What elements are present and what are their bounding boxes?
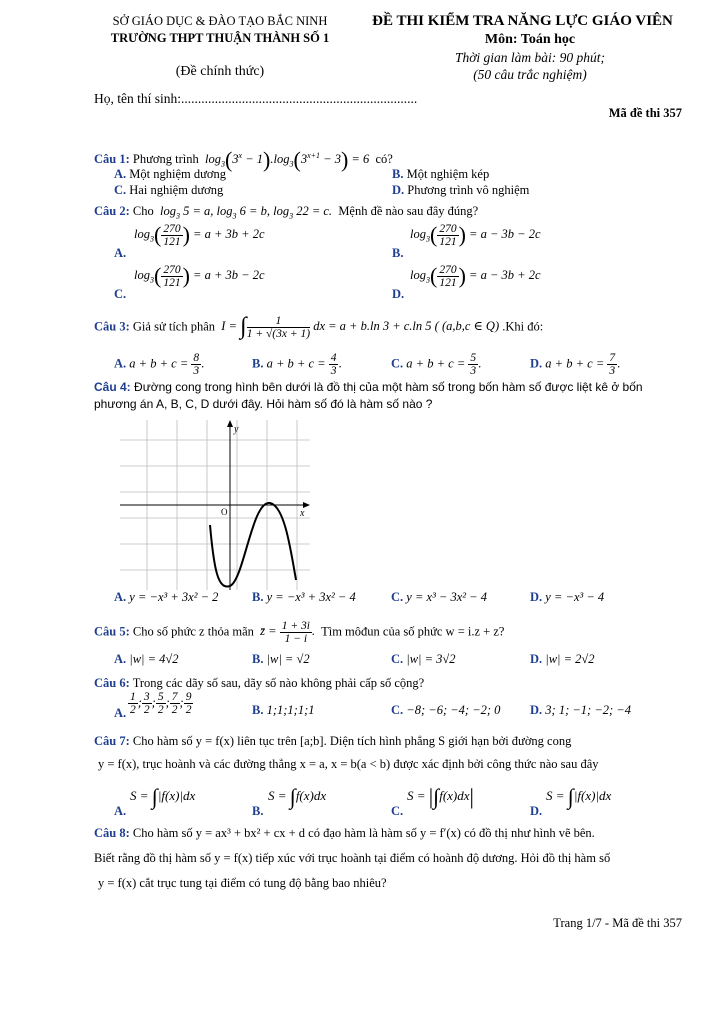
q1-option-c[interactable]: C. Hai nghiệm dương [114, 183, 224, 197]
q4-option-d[interactable]: D. y = −x³ − 4 [530, 590, 605, 604]
question-text: Cho hàm số y = f(x) liên tục trên [a;b]. Diện tích hình phẳng S giới hạn bởi đường cong [132, 734, 572, 748]
q2-option-c[interactable]: C. [114, 287, 127, 301]
q4-option-a[interactable]: A. y = −x³ + 3x² − 2 [114, 590, 219, 604]
q2-expr-b: $\log_3$( $\frac{270}{121}$ ) = a − 3b − 2c [410, 222, 541, 248]
equation: $\log_3(3^x - 1).\log_3(3^{x+1} - 3) = 6$ [201, 147, 373, 172]
q4-option-c[interactable]: C. y = x³ − 3x² − 4 [391, 590, 487, 604]
question-label: Câu 4: [94, 380, 131, 394]
q3-option-b[interactable]: B. a + b + c = $\frac{4}{3}$ . [252, 352, 342, 377]
q2-option-b[interactable]: B. [392, 246, 404, 260]
question-tail: Tìm môđun của số phức w = i.z + z? [321, 624, 505, 639]
question-4 [94, 380, 643, 394]
question-text: Giả sử tích phân [132, 319, 216, 334]
q1-option-a[interactable]: A. Một nghiệm dương [114, 167, 226, 181]
q1-option-b[interactable]: B. Một nghiệm kép [392, 167, 490, 181]
header-school: TRƯỜNG THPT THUẬN THÀNH SỐ 1 [110, 31, 330, 45]
question-tail: .Khi đó: [502, 319, 544, 334]
origin-label: O [221, 507, 228, 517]
integral: I = ∫ $\frac{1}{1 + √(3x + 1)}$ dx = a + b.ln 3 + c.ln 5 ( (a,b,c ∈ Q) [218, 314, 503, 340]
question-7-line-2: y = f(x), trục hoành và các đường thẳng x = a, x = b(a < b) được xác định bởi công thức nào sau đây [98, 757, 599, 771]
q6-option-c[interactable]: C. −8; −6; −4; −2; 0 [391, 703, 501, 717]
q7-expr-b: S = ∫f(x)dx [268, 784, 327, 809]
candidate-name-line: Họ, tên thí sinh:...................................................................... [94, 91, 418, 106]
exam-count: (50 câu trắc nghiệm) [473, 67, 587, 82]
q3-option-a[interactable]: A. a + b + c = $\frac{8}{3}$ . [114, 352, 205, 377]
question-label: Câu 1: [94, 151, 130, 166]
cubic-graph [120, 420, 310, 590]
question-3 [94, 314, 543, 341]
question-5 [94, 620, 504, 645]
q3-option-d[interactable]: D. a + b + c = $\frac{7}{3}$ . [530, 352, 621, 377]
q7-option-c[interactable]: C. [391, 804, 404, 818]
q7-expr-c: S = |∫f(x)dx| [407, 784, 474, 809]
q2-option-d[interactable]: D. [392, 287, 405, 301]
q7-expr-a: S = ∫|f(x)|dx [130, 784, 196, 809]
q6-option-d[interactable]: D. 3; 1; −1; −2; −4 [530, 703, 631, 717]
question-label: Câu 6: [94, 676, 130, 690]
question-text: Cho [132, 204, 154, 218]
q7-option-d[interactable]: D. [530, 804, 543, 818]
equation: z̄ = $\frac{1 + 3i}{1 - i}$ . [257, 620, 319, 645]
question-label: Câu 5: [94, 624, 130, 639]
question-text: Phương trình [132, 151, 199, 166]
q2-expr-a: $\log_3$( $\frac{270}{121}$ ) = a + 3b + 2c [134, 222, 265, 248]
exam-subject: Môn: Toán học [484, 32, 576, 47]
question-label: Câu 2: [94, 204, 130, 218]
q6-option-a[interactable]: A. [114, 706, 127, 720]
question-6 [94, 676, 424, 691]
y-axis-arrow [227, 420, 233, 427]
q5-option-a[interactable]: A. |w| = 4√2 [114, 652, 179, 666]
q7-expr-d: S = ∫|f(x)|dx [546, 784, 612, 809]
q1-option-d[interactable]: D. Phương trình vô nghiệm [392, 183, 530, 197]
question-7 [94, 734, 571, 749]
question-8 [94, 826, 595, 841]
question-label: Câu 3: [94, 319, 130, 334]
q5-option-c[interactable]: C. |w| = 3√2 [391, 652, 456, 666]
q5-option-b[interactable]: B. |w| = √2 [252, 652, 310, 666]
y-axis-label: y [234, 424, 239, 435]
q6-expr-a: $\frac{1}{2}$ ; $\frac{3}{2}$ ; $\frac{5}{2}$ ; $\frac{7}{2}$ ; $\frac{9}{2}$ [130, 691, 192, 716]
question-text: Cho hàm số y = ax³ + bx² + cx + d có đạo hàm là hàm số y = f′(x) có đồ thị như hình vẽ bên. [132, 826, 595, 840]
header-official: (Đề chính thức) [175, 64, 265, 79]
question-2 [94, 204, 478, 221]
header-dept: SỞ GIÁO DỤC & ĐÀO TẠO BẮC NINH [112, 14, 328, 28]
question-text: Đường cong trong hình bên dưới là đồ thị của một hàm số trong bốn hàm số được liệt kê ở bốn [134, 380, 643, 394]
question-8-line-3: y = f(x) cắt trục tung tại điểm có tung độ bằng bao nhiêu? [98, 876, 387, 890]
question-tail: có? [375, 151, 393, 166]
page-footer: Trang 1/7 - Mã đề thi 357 [553, 916, 682, 930]
x-axis-label: x [300, 508, 305, 519]
q6-option-b[interactable]: B. 1;1;1;1;1 [252, 703, 315, 717]
q2-expr-d: $\log_3$( $\frac{270}{121}$ ) = a − 3b + 2c [410, 263, 541, 289]
exam-title: ĐỀ THI KIỂM TRA NĂNG LỰC GIÁO VIÊN [372, 13, 673, 29]
exam-time: Thời gian làm bài: 90 phút; [454, 50, 606, 65]
q7-option-b[interactable]: B. [252, 804, 264, 818]
q5-option-d[interactable]: D. |w| = 2√2 [530, 652, 595, 666]
question-label: Câu 7: [94, 734, 130, 748]
q2-option-a[interactable]: A. [114, 246, 127, 260]
equation: $\log_3 5 = a$, $\log_3 6 = b$, $\log_3 22 = c$. [156, 204, 336, 221]
question-text: Trong các dãy số sau, dãy số nào không phải cấp số cộng? [132, 676, 425, 690]
question-text: Cho số phức z thỏa mãn [132, 624, 254, 639]
question-tail: Mệnh đề nào sau đây đúng? [338, 204, 479, 218]
q2-expr-c: $\log_3$( $\frac{270}{121}$ ) = a + 3b − 2c [134, 263, 265, 289]
question-4-line-2: phương án A, B, C, D dưới đây. Hỏi hàm số đó là hàm số nào ? [94, 397, 433, 411]
q7-option-a[interactable]: A. [114, 804, 127, 818]
question-8-line-2: Biết rằng đồ thị hàm số y = f(x) tiếp xúc với trục hoành tại điểm có hoành độ dương. Hỏi đồ thị hàm số [94, 851, 611, 865]
q3-option-c[interactable]: C. a + b + c = $\frac{5}{3}$ . [391, 352, 482, 377]
q4-option-b[interactable]: B. y = −x³ + 3x² − 4 [252, 590, 356, 604]
exam-code: Mã đề thi 357 [608, 106, 682, 120]
question-label: Câu 8: [94, 826, 130, 840]
